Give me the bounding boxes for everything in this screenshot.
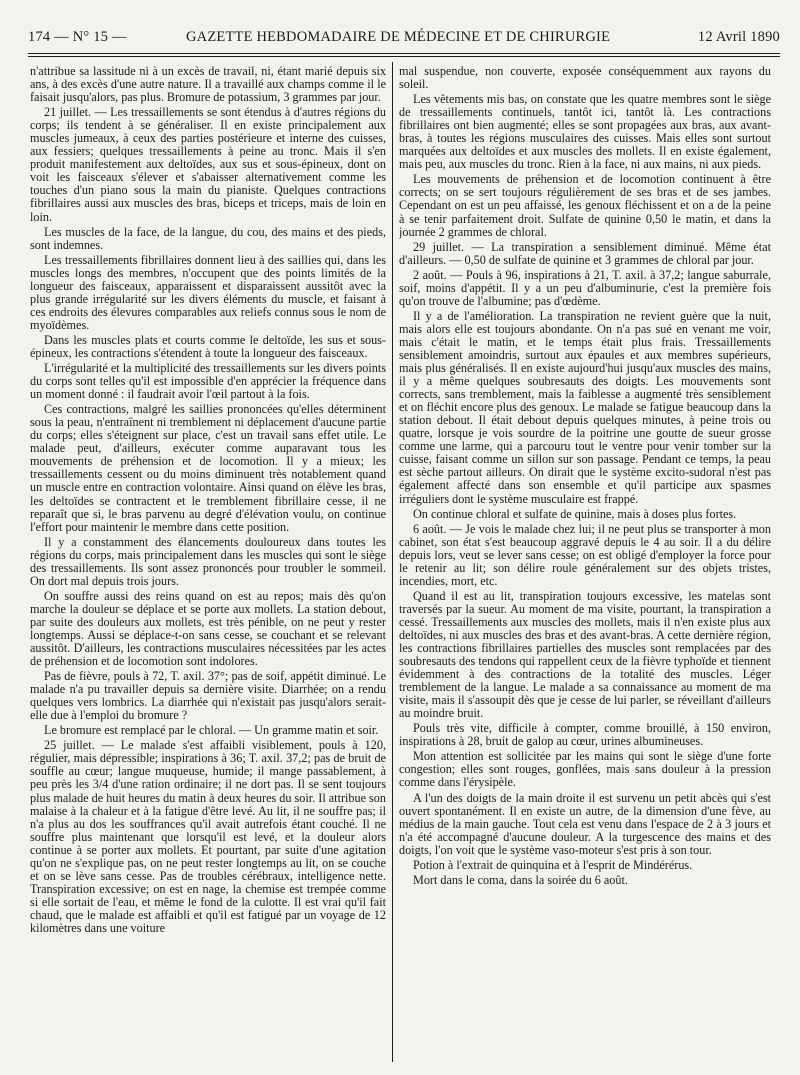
paragraph: Pas de fièvre, pouls à 72, T. axil. 37°; pas de soif, appétit diminué. Le malade n'a pu travailler depuis sa dernière visite. Diarrhée; on a rendu quelques vers lombrics. La diarrhée qui n'existait pas jusqu'alors serait-elle due à l'emploi du bromure ?	[30, 669, 386, 723]
paragraph: L'irrégularité et la multiplicité des tressaillements sur les divers points du corps sont telles qu'il est impossible d'en apprécier la fréquence dans un moment donné : il faudrait avoir l'œil partout à la fois.	[30, 361, 386, 402]
page-number: 174 — N° 15 —	[28, 29, 127, 45]
page-header	[28, 29, 780, 51]
paragraph: 25 juillet. — Le malade s'est affaibli visiblement, pouls à 120, régulier, mais dépressible; inspirations à 36; T. axil. 37,2; pas de bruit de souffle au cœur; langue muqueuse, humide; il mange passablement, à peu près les 3/4 d'une ration ordinaire; il ne dort pas. Il se sent toujours plus malade de huit heures du matin à deux heures du soir. Il attribue son malaise à la chaleur et à la fatigue d'être levé. Au lit, il ne souffre pas; il n'a plus au dos les souffrances qu'il avait autrefois étant couché. Il ne souffre plus maintenant que lorsqu'il est levé, et la douleur alors continue à se porter aux mollets. Et pourtant, par suite d'une agitation qu'on ne s'explique pas, on ne peut rester longtemps au lit, on se couche et on se lève sans cesse. Pas de troubles cérébraux, intelligence nette. Transpiration excessive; on est en nage, la chemise est trempée comme si elle sortait de l'eau, et même le fond de la culotte. Il est vrai qu'il fait chaud, que le malade est affaibli et qu'il est fatigué par un voyage de 12 kilomètres dans une voiture	[30, 738, 386, 935]
paragraph: Les tressaillements fibrillaires donnent lieu à des saillies qui, dans les muscles longs des membres, n'occupent que des points limités de la longueur des faisceaux, apparaissent et disparaissent aussitôt avec la plus grande irrégularité sur les divers éléments du muscle, et faisant à ces endroits des élevures comparables aux reliefs connus sous le nom de myoïdèmes.	[30, 252, 386, 332]
paragraph: Les mouvements de préhension et de locomotion continuent à être corrects; on se sert toujours régulièrement de ses bras et de ses jambes. Cependant on est un peu affaissé, les genoux fléchissent et on a de la peine à se tenir parfaitement droit. Sulfate de quinine 0,50 le matin, et dans la journée 2 grammes de chloral.	[399, 172, 771, 239]
paragraph: On continue chloral et sulfate de quinine, mais à doses plus fortes.	[413, 506, 737, 521]
paragraph: Dans les muscles plats et courts comme le deltoïde, les sus et sous-épineux, les contractions s'étendent à toute la longueur des faisceaux.	[30, 332, 386, 360]
column-divider	[392, 62, 393, 1062]
paragraph: 6 août. — Je vois le malade chez lui; il ne peut plus se transporter à mon cabinet, son état s'est beaucoup aggravé depuis le 4 au soir. Il a du délire depuis lors, veut se lever sans cesse; on est obligé d'employer la force pour le retenir au lit; son délire roule généralement sur des objets tristes, incendies, mort, etc.	[399, 521, 771, 588]
paragraph: Le bromure est remplacé par le chloral. — Un gramme matin et soir.	[44, 723, 379, 738]
paragraph: Les muscles de la face, de la langue, du cou, des mains et des pieds, sont indemnes.	[30, 224, 386, 252]
paragraph: 2 août. — Pouls à 96, inspirations à 21, T. axil. à 37,2; langue saburrale, soif, moins d'appétit. Il y a un peu d'albuminurie, c'est la première fois qu'on trouve de l'albumine; pas d'œdème.	[399, 267, 771, 308]
paragraph: Potion à l'extrait de quinquina et à l'esprit de Mindérérus.	[413, 857, 693, 872]
header-rule-bottom	[28, 56, 780, 57]
journal-title: GAZETTE HEBDOMADAIRE DE MÉDECINE ET DE CHIRURGIE	[186, 29, 611, 45]
paragraph: 21 juillet. — Les tressaillements se sont étendus à d'autres régions du corps; ils tendent à se généraliser. Il en existe principalement aux muscles jumeaux, à ceux des parties postérieure et interne des cuisses, aux fessiers; quelques tressaillements à peine au tronc. Mais il s'en produit manifestement aux deltoïdes, aux sus et sous-épineux, dont on voit les faisceaux s'élever et s'abaisser alternativement comme les touches d'un piano sous la main du pianiste. Quelques contractions fibrillaires aussi aux muscles des bras, biceps et triceps, mais de loin en loin.	[30, 105, 386, 224]
left-column	[30, 65, 386, 1070]
paragraph: Il y a de l'amélioration. La transpiration ne revient guère que la nuit, mais alors elle est toujours abondante. On n'a pas sué en venant me voir, mais c'était le matin, et le temps était plus frais. Tressaillements sensiblement amoindris, surtout aux épaules et aux membres supérieurs, mais plus généralisés. Il en existe aujourd'hui jusqu'aux muscles des mains, il y a même quelques soubresauts des doigts. Les mouvements sont corrects, sans tremblement, mais la faiblesse a augmenté très sensiblement et on fléchit encore plus des genoux. Le malade se fatigue beaucoup dans la station debout. Il était debout depuis quelques minutes, à peine trois ou quatre, lorsque je vois sourdre de la poitrine une goutte de sueur grosse comme une larme, qui a parcouru tout le ventre pour venir tomber sur la cuisse, faisant comme un sillon sur son passage. Pendant ce temps, la peau est sèche partout ailleurs. On dirait que le système excito-sudoral n'est pas également affecté dans son ensemble et qu'il participe aux spasmes irréguliers dont le système musculaire est frappé.	[399, 308, 771, 506]
paragraph: Mort dans le coma, dans la soirée du 6 août.	[413, 872, 628, 887]
paragraph: On souffre aussi des reins quand on est au repos; mais dès qu'on marche la douleur se déplace et se porte aux mollets. La station debout, par suite des douleurs aux mollets, est très pénible, on ne peut y rester longtemps. Aussi se déplace-t-on sans cesse, se couchant et se relevant aussitôt. D'ailleurs, les contractions musculaires nécessitées par les actes de préhension et de locomotion sont indolores.	[30, 588, 386, 669]
paragraph: mal suspendue, non couverte, exposée conséquemment aux rayons du soleil.	[399, 65, 771, 92]
paragraph: Pouls très vite, difficile à compter, comme brouillé, à 150 environ, inspirations à 28, bruit de galop au cœur, urines albumineuses.	[399, 721, 771, 749]
paragraph: n'attribue sa lassitude ni à un excès de travail, ni, étant marié depuis six ans, à des excès d'une autre nature. Il a travaillé aux champs comme il le faisait jusqu'alors, pas plus. Bromure de potassium, 3 grammes par jour.	[30, 65, 386, 105]
paragraph: 29 juillet. — La transpiration a sensiblement diminué. Même état d'ailleurs. — 0,50 de sulfate de quinine et 3 grammes de chloral par jour.	[399, 239, 771, 267]
header-rule-top	[28, 53, 780, 54]
paragraph: Les vêtements mis bas, on constate que les quatre membres sont le siège de tressaillements continuels, tantôt ici, tantôt là. Les contractions fibrillaires ont bien augmenté; elles se sont propagées aux bras, aux avant-bras, à toutes les régions musculaires des cuisses. Mais elles sont surtout marquées aux deltoïdes et aux muscles des mollets. Il en existe également, mais peu, aux muscles du tronc. Rien à la face, ni aux mains, ni aux pieds.	[399, 92, 771, 172]
paragraph: Quand il est au lit, transpiration toujours excessive, les matelas sont traversés par la sueur. Au moment de ma visite, pourtant, la transpiration a cessé. Tressaillements aux muscles des mollets, mais il n'en existe plus aux deltoïdes, ni aux muscles des bras et des avant-bras. A cette dernière région, les contractions fibrillaires partielles des muscles sont remplacées par des soubresauts des tendons qui rappellent ceux de la fièvre typhoïde et tiennent évidemment à des contractions de la totalité des muscles. Léger tremblement de la langue. Le malade a sa connaissance au moment de ma visite, mais il s'assoupit dès que je cesse de lui parler, se réveillant d'ailleurs au moindre bruit.	[399, 588, 771, 721]
paragraph: Mon attention est sollicitée par les mains qui sont le siège d'une forte congestion; elles sont rouges, gonflées, mais sans douleur à la pression comme dans l'érysipèle.	[399, 749, 771, 790]
paragraph: Il y a constamment des élancements douloureux dans toutes les régions du corps, mais principalement dans les muscles qui sont le siège des tressaillements. Ils sont assez prononcés pour troubler le sommeil. On dort mal depuis trois jours.	[30, 534, 386, 588]
issue-date: 12 Avril 1890	[697, 29, 780, 45]
paragraph: A l'un des doigts de la main droite il est survenu un petit abcès qui s'est ouvert spontanément. Il en existe un autre, de la dimension d'une fève, au médius de la main gauche. Tout cela est venu dans l'espace de 2 à 3 jours et n'a été accompagné d'aucune douleur. A la turgescence des mains et des doigts, l'on voit que le système vaso-moteur s'est pris à son tour.	[399, 790, 771, 857]
right-column	[399, 65, 771, 1070]
paragraph: Ces contractions, malgré les saillies prononcées qu'elles déterminent sous la peau, n'entraînent ni tremblement ni déplacement d'aucune partie du corps; elles s'éteignent sur place, c'est un travail sans effet utile. Le malade peut, d'ailleurs, exécuter comme auparavant tous les mouvements de préhension et de locomotion. Il y a mieux; les tressaillements cessent ou du moins diminuent très notablement quand un muscle entre en contraction volontaire. Ainsi quand on élève les bras, les deltoïdes se contractent et le tremblement fibrillaire cesse, il ne reparaît que si, le bras parvenu au degré d'élévation voulu, on continue l'effort pour maintenir le membre dans cette position.	[30, 402, 386, 534]
